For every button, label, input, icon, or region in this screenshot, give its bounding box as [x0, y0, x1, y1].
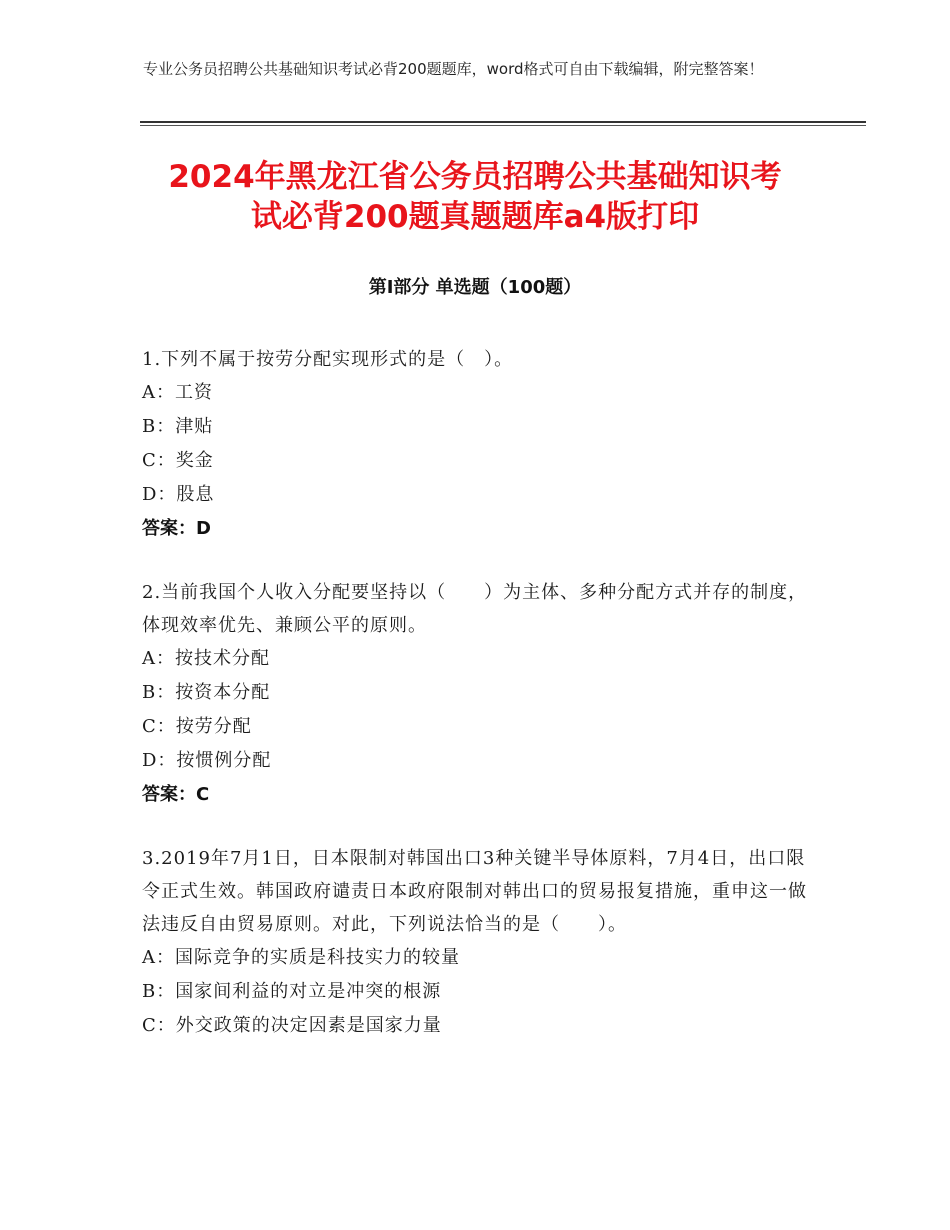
option-c: C：奖金 [142, 450, 214, 471]
question-list [142, 343, 812, 1073]
option-b: B：国家间利益的对立是冲突的根源 [142, 981, 442, 1002]
option-d: D：按惯例分配 [142, 750, 272, 771]
answer: 答案：C [142, 784, 210, 805]
answer: 答案：D [142, 518, 211, 539]
document-title [130, 157, 820, 237]
question-stem: 1.下列不属于按劳分配实现形式的是（ ）。 [142, 349, 514, 370]
question-2 [142, 576, 812, 812]
question-stem: 3.2019年7月1日，日本限制对韩国出口3种关键半导体原料，7月4日，出口限令正式生效。韩国政府谴责日本政府限制对韩出口的贸易报复措施，重申这一做法违反自由贸易原则。对此，下列说法恰当的是（ ）。 [142, 848, 807, 935]
section-title: 第Ⅰ部分 单选题（100题） [368, 277, 582, 298]
option-c: C：按劳分配 [142, 716, 252, 737]
option-a: A：国际竞争的实质是科技实力的较量 [142, 947, 460, 968]
question-3 [142, 842, 812, 1043]
option-b: B：津贴 [142, 416, 214, 437]
option-c: C：外交政策的决定因素是国家力量 [142, 1015, 442, 1036]
document-title-line1: 2024年黑龙江省公务员招聘公共基础知识考 [168, 159, 782, 195]
header-note: 专业公务员招聘公共基础知识考试必背200题题库，word格式可自由下载编辑，附完整答案！ [143, 60, 764, 78]
option-b: B：按资本分配 [142, 682, 271, 703]
option-a: A：按技术分配 [142, 648, 270, 669]
option-a: A：工资 [142, 382, 213, 403]
header-rule-thick [140, 121, 866, 123]
document-title-line2: 试必背200题真题题库a4版打印 [250, 199, 700, 235]
header-rule-thin [140, 125, 866, 126]
option-d: D：股息 [142, 484, 215, 505]
question-stem: 2.当前我国个人收入分配要坚持以（ ）为主体、多种分配方式并存的制度，体现效率优先、兼顾公平的原则。 [142, 582, 808, 636]
question-1 [142, 343, 812, 546]
